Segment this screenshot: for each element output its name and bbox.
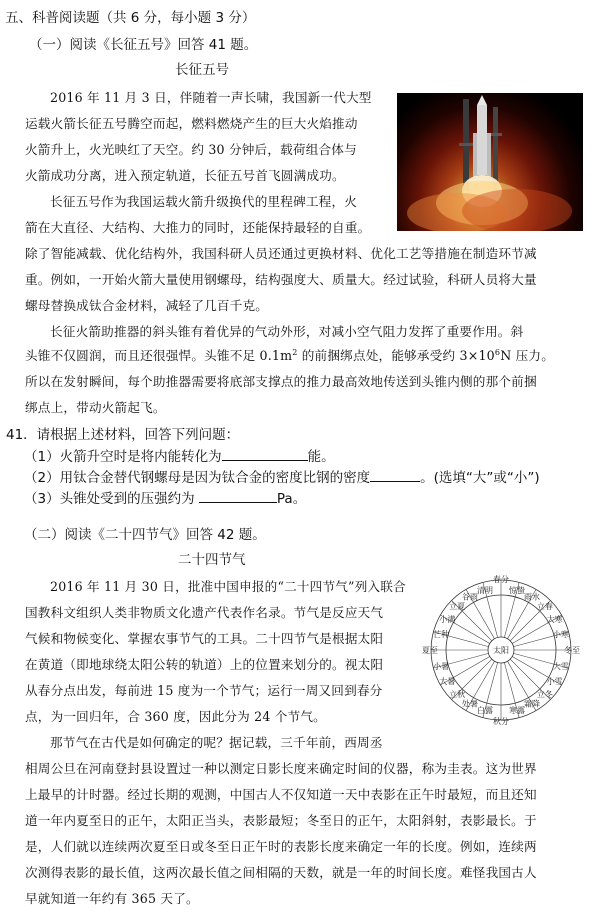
term-label: 秋分	[493, 717, 509, 726]
term-label: 春分	[493, 575, 509, 584]
term-label: 小满	[439, 615, 456, 624]
p1-line-4: 火箭成功分离，进入预定轨道，长征五号首飞圆满成功。	[25, 168, 345, 183]
term-label: 清明	[476, 586, 493, 596]
term-label: 大雪	[552, 662, 569, 672]
p2-line-2: 国教科文组织人类非物质文化遗产代表作名录。节气是反应天气	[25, 605, 384, 620]
term-label: 惊蛰	[509, 586, 526, 596]
term-label: 小暑	[433, 662, 450, 672]
p2-line-8: 相周公旦在河南登封县设置过一种以测定日影长度来确定时间的仪器，称为圭表。这为世界	[25, 761, 537, 776]
q41-blank-3[interactable]	[199, 491, 277, 503]
part1-intro: （一）阅读《长征五号》回答 41 题。	[29, 37, 258, 53]
p2-line-10: 道一年内夏至日的正午，太阳正当头，表影最短；冬至日的正午，太阳斜射，表影最长。于	[25, 813, 537, 828]
q41-stem: 41．请根据上述材料，回答下列问题：	[6, 427, 240, 443]
term-label: 霜降	[524, 699, 540, 709]
term-label: 冬至	[564, 646, 580, 655]
term-label: 处暑	[462, 699, 478, 709]
p2-line-12: 次测得表影的最长值，这两次最长值之间相隔的天数，就是一年的时间长度。难怪我国古人	[25, 865, 537, 880]
term-label: 小雪	[546, 677, 563, 686]
p2-line-11: 是，人们就以连续两次夏至日或冬至日正午时的表影长度来确定一年的长度。例如，连续两	[25, 839, 537, 854]
p1-para3-c: 所以在发射瞬间，每个助推器需要将底部支撑点的推力最高效地传送到头锥内侧的那个前捆	[25, 374, 537, 389]
p1-line-5: 长征五号作为我国运载火箭升级换代的里程碑工程，火	[50, 194, 358, 209]
p1-line-6: 箭在大直径、大结构、大推力的同时，还能保持最轻的自重。	[25, 220, 371, 235]
solar-terms-diagram	[416, 574, 586, 726]
part2-title: 二十四节气	[178, 552, 246, 568]
p2-line-5: 从春分点出发，每前进 15 度为一个节气；运行一周又回到春分	[25, 683, 383, 698]
section-header: 五、科普阅读题（共 6 分，每小题 3 分）	[5, 10, 256, 26]
p1-line-2: 运载火箭长征五号腾空而起，燃料燃烧产生的巨大火焰推动	[25, 116, 358, 131]
term-label: 大暑	[439, 677, 456, 686]
p2-line-6: 点，为一回归年，合 360 度，因此分为 24 个节气。	[25, 709, 326, 724]
q41-part2: （2）用钛合金替代钢螺母是因为钛合金的密度比钢的密度 。(选填“大”或“小”)	[24, 470, 540, 486]
q41-part3: （3）头锥处受到的压强约为 Pa。	[24, 491, 307, 507]
term-label: 立秋	[449, 689, 466, 699]
p1-line-8: 重。例如，一开始火箭大量使用钢螺母，结构强度大、质量大。经过试验，科研人员将大量	[25, 272, 537, 287]
p1-para3-b: 头锥不仅圆润，而且还很强悍。头锥不足 $0.1m^2$ 的前捆绑点处，能够承受约 $3\times 10^6N$ 压力。	[25, 347, 554, 363]
term-label: 立冬	[536, 689, 553, 699]
term-label: 立春	[536, 602, 553, 612]
sun-label: 太阳	[493, 646, 509, 655]
p1-para3-d: 绑点上，带动火箭起飞。	[25, 400, 166, 415]
p2-line-13: 早就知道一年约有 365 天了。	[25, 891, 199, 906]
q41-part1: （1）火箭升空时是将内能转化为 能。	[24, 449, 335, 465]
term-label: 雨水	[524, 592, 540, 602]
p2-line-1: 2016 年 11 月 30 日，批准中国申报的“二十四节气”列入联合	[50, 579, 406, 594]
term-label: 夏至	[422, 646, 438, 655]
part1-title: 长征五号	[175, 62, 229, 78]
rocket-launch-photo	[397, 93, 583, 231]
p1-line-3: 火箭升上，火光映红了天空。约 30 分钟后，载荷组合体与	[25, 142, 357, 157]
p1-line-9: 螺母替换成钛合金材料，减轻了几百千克。	[25, 298, 269, 313]
p1-line-1: 2016 年 11 月 3 日，伴随着一声长啸，我国新一代大型	[50, 90, 372, 105]
term-label: 小寒	[552, 629, 569, 639]
term-label: 寒露	[509, 705, 526, 715]
term-label: 大寒	[546, 615, 563, 624]
term-label: 白露	[476, 705, 493, 715]
part2-intro: （二）阅读《二十四节气》回答 42 题。	[24, 527, 266, 543]
term-label: 立夏	[449, 602, 466, 612]
p1-para3-a: 长征火箭助推器的斜头锥有着优异的气动外形，对减小空气阻力发挥了重要作用。斜	[50, 324, 524, 339]
q41-blank-1[interactable]	[222, 449, 308, 461]
q41-blank-2[interactable]	[370, 470, 420, 482]
p1-line-7: 除了智能减载、优化结构外，我国科研人员还通过更换材料、优化工艺等措施在制造环节减	[25, 246, 537, 261]
p2-line-9: 上最早的计时器。经过长期的观测，中国古人不仅知道一天中表影在正午时最短，而且还知	[25, 787, 537, 802]
term-label: 芒种	[433, 629, 450, 639]
p2-line-3: 气候和物候变化、掌握农事节气的工具。二十四节气是根据太阳	[25, 631, 384, 646]
term-label: 谷雨	[462, 592, 478, 602]
p2-line-4: 在黄道（即地球绕太阳公转的轨道）上的位置来划分的。视太阳	[25, 657, 384, 672]
p2-line-7: 那节气在古代是如何确定的呢？据记载，三千年前，西周丞	[50, 735, 383, 750]
